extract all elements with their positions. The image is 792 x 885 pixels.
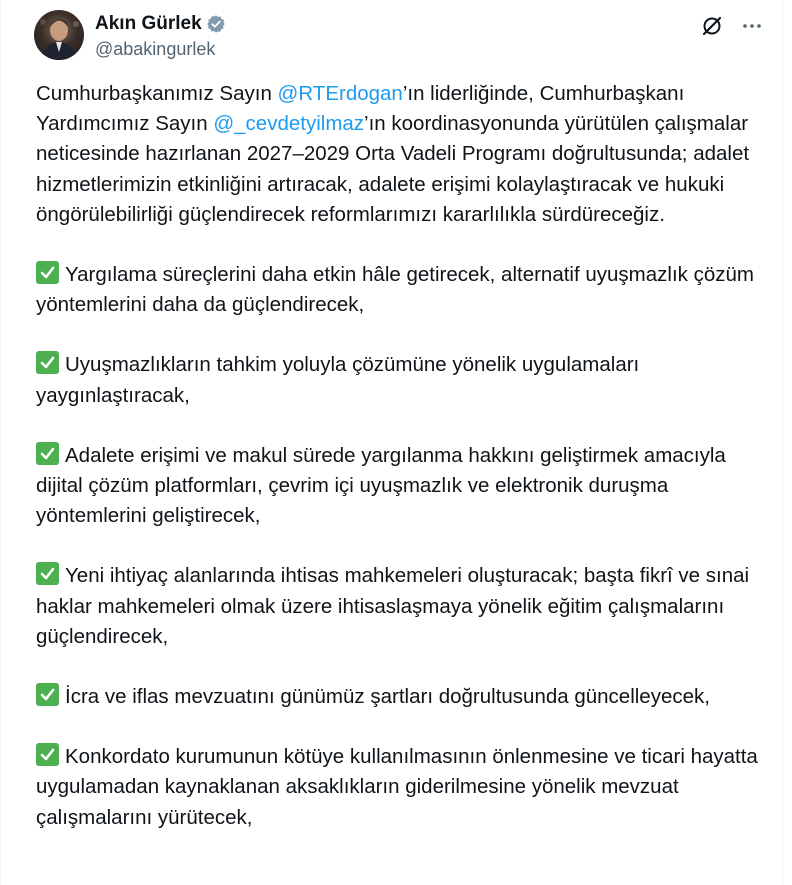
avatar[interactable]	[34, 10, 84, 60]
list-item-text: Adalete erişimi ve makul sürede yargılanma hakkını geliştirmek amacıyla dijital çözüm platformları, çevrim içi uyuşmazlık ve elektronik duruşma yöntemlerini geliştirecek,	[36, 443, 726, 528]
white-check-mark-icon	[36, 351, 59, 374]
list-item	[36, 441, 766, 532]
list-item-text: Konkordato kurumunun kötüye kullanılmasının önlenmesine ve ticari hayatta uygulamadan kaynaklanan aksaklıkların giderilmesine yönelik mevzuat çalışmalarını yürütecek,	[36, 745, 758, 829]
intro-text-3: ’ın koordinasyonunda yürütülen çalışmalar neticesinde hazırlanan 2027–2029 Orta Vadeli Programı doğrultusunda; adalet hizmetlerimizin etkinliğini artıracak, adalete erişimi kolaylaştıracak ve hukuki öngörülebilirliği güçlendirecek reformlarımızı kararlılıkla sürdüreceğiz.	[36, 112, 750, 226]
mention-link[interactable]: @RTErdogan	[277, 82, 403, 105]
tweet-intro	[36, 79, 766, 230]
white-check-mark-icon	[36, 442, 59, 465]
intro-text-1: Cumhurbaşkanımız Sayın	[36, 82, 278, 105]
list-item-text: Yeni ihtiyaç alanlarında ihtisas mahkemeleri oluşturacak; başta fikrî ve sınai haklar mahkemeleri olmak üzere ihtisaslaşmaya yönelik eğitim çalışmalarını güçlendirecek,	[36, 564, 750, 648]
list-item	[36, 561, 766, 652]
display-name-row	[95, 12, 226, 36]
list-item	[36, 260, 766, 320]
mention-link[interactable]: @_cevdetyilmaz	[213, 112, 365, 136]
list-item-text: Uyuşmazlıkların tahkim yoluyla çözümüne yönelik uygulamaları yaygınlaştıracak,	[36, 353, 640, 407]
list-item	[36, 742, 766, 833]
white-check-mark-icon	[36, 261, 59, 284]
frame-border-right	[782, 0, 783, 885]
avatar-image	[34, 10, 84, 60]
handle[interactable]: @abakingurlek	[95, 39, 216, 59]
list-item-text: İcra ve iflas mevzuatını günümüz şartları doğrultusunda güncelleyecek,	[65, 685, 710, 709]
intro-text-2: ’ın liderliğinde, Cumhurbaşkanı Yardımcımız Sayın	[36, 82, 685, 136]
tweet-text	[36, 79, 766, 863]
header-actions	[700, 14, 764, 38]
white-check-mark-icon	[36, 743, 59, 766]
white-check-mark-icon	[36, 562, 59, 585]
list-item	[36, 682, 766, 712]
display-name[interactable]: Akın Gürlek	[95, 13, 202, 34]
author-names	[95, 12, 226, 60]
grok-icon[interactable]	[700, 14, 724, 38]
verified-badge-icon[interactable]	[206, 14, 226, 34]
white-check-mark-icon	[36, 683, 59, 706]
more-icon[interactable]	[740, 14, 764, 38]
tweet-header	[34, 10, 764, 66]
frame-border-left	[0, 0, 1, 885]
list-item-text: Yargılama süreçlerini daha etkin hâle getirecek, alternatif uyuşmazlık çözüm yöntemlerini daha da güçlendirecek,	[36, 263, 754, 317]
list-item	[36, 350, 766, 410]
